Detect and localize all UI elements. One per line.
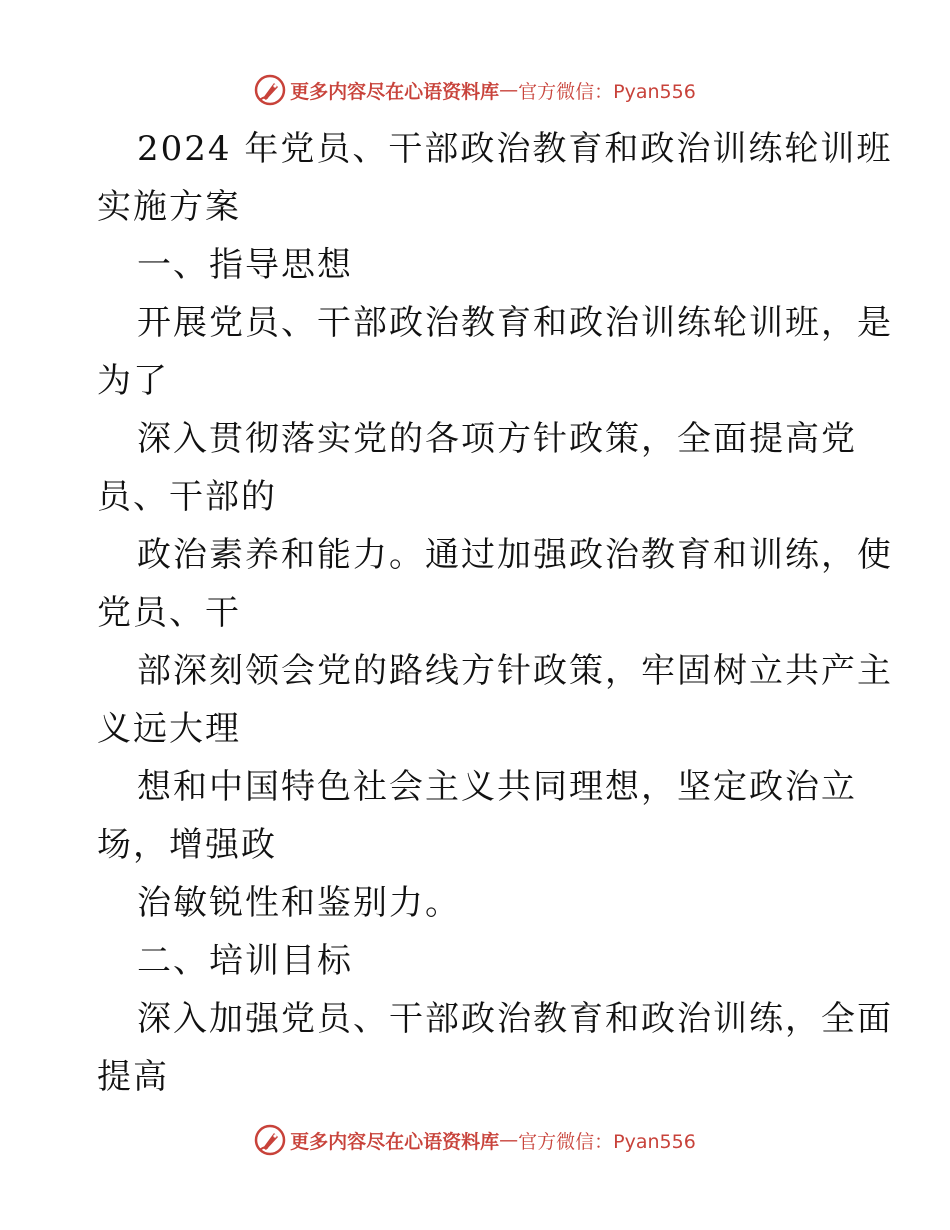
- pen-nib-logo-icon: [254, 74, 286, 106]
- section-heading-2: 二、培训目标: [137, 941, 353, 981]
- paragraph-line: 提高: [97, 1057, 169, 1097]
- footer-banner-title: 更多内容尽在心语资料库: [290, 1130, 500, 1153]
- footer-banner-dash: —: [499, 1129, 519, 1151]
- document-title-line-1: 2024 年党员、干部政治教育和政治训练轮训班: [137, 129, 893, 169]
- paragraph-line: 部深刻领会党的路线方针政策，牢固树立共产主: [137, 651, 893, 691]
- header-banner-wechat: 官方微信：Pyan556: [518, 80, 696, 103]
- header-banner-dash: —: [499, 79, 519, 101]
- paragraph-line: 开展党员、干部政治教育和政治训练轮训班，是: [137, 303, 893, 343]
- paragraph-line: 场，增强政: [97, 825, 277, 865]
- paragraph-line: 深入贯彻落实党的各项方针政策，全面提高党: [137, 419, 857, 459]
- pen-nib-logo-icon: [254, 1124, 286, 1156]
- paragraph-line: 员、干部的: [97, 477, 277, 517]
- document-title-line-2: 实施方案: [97, 187, 241, 227]
- paragraph-line: 为了: [97, 361, 169, 401]
- paragraph-line: 深入加强党员、干部政治教育和政治训练，全面: [137, 999, 893, 1039]
- section-heading-1: 一、指导思想: [137, 245, 353, 285]
- footer-banner-wechat: 官方微信：Pyan556: [518, 1130, 696, 1153]
- paragraph-line: 政治素养和能力。通过加强政治教育和训练，使: [137, 535, 893, 575]
- paragraph-line: 党员、干: [97, 593, 241, 633]
- document-body: [97, 120, 893, 1106]
- paragraph-line: 义远大理: [97, 709, 241, 749]
- paragraph-line: 治敏锐性和鉴别力。: [137, 883, 461, 923]
- paragraph-line: 想和中国特色社会主义共同理想，坚定政治立: [137, 767, 857, 807]
- header-banner: [0, 73, 950, 107]
- header-banner-title: 更多内容尽在心语资料库: [290, 80, 500, 103]
- footer-banner: [0, 1123, 950, 1157]
